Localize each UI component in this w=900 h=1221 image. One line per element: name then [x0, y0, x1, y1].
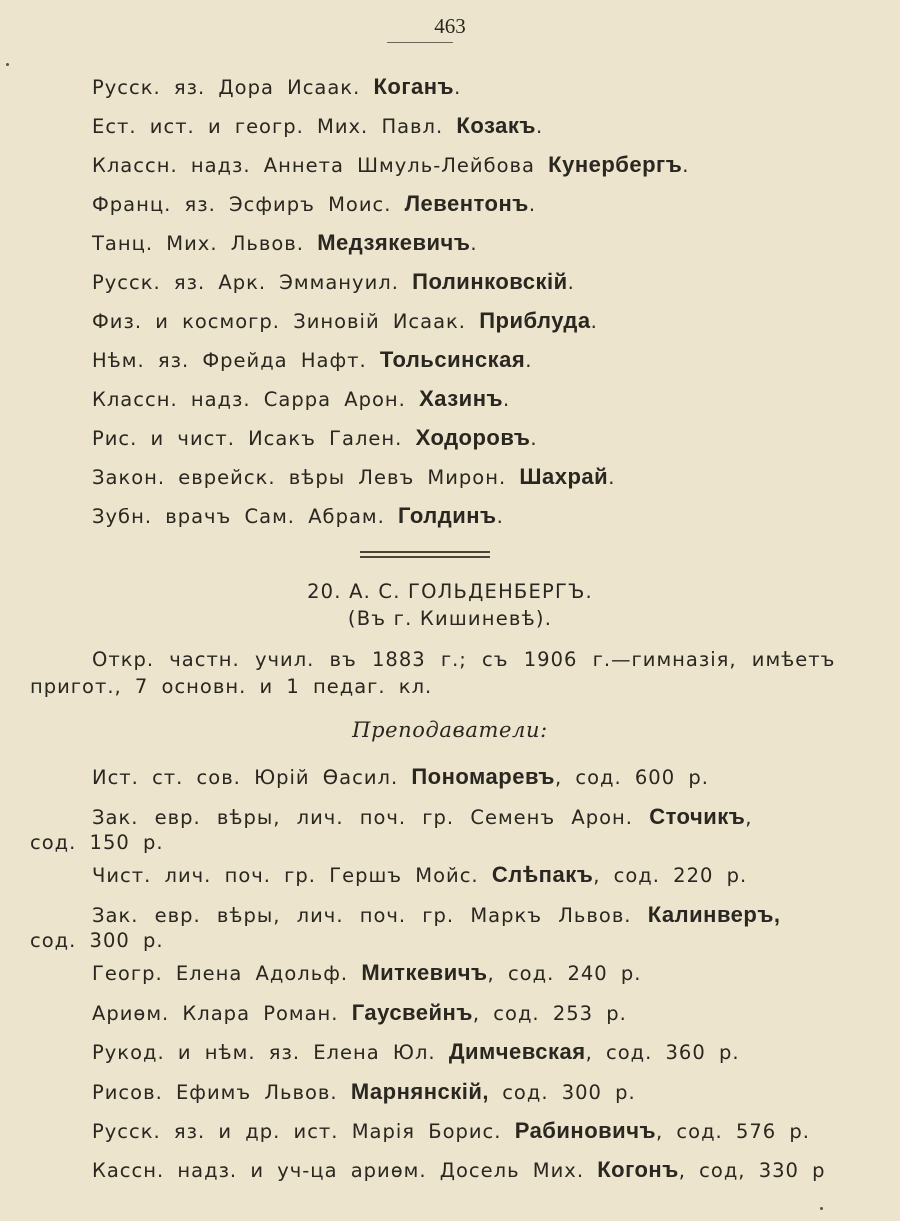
- teacher-surname: Миткевичъ: [361, 960, 488, 985]
- staff-entry: [92, 269, 575, 295]
- staff-surname: Полинковскій: [412, 269, 568, 294]
- staff-prefix: Танц. Мих. Львов.: [92, 232, 304, 255]
- teacher-suffix: , сод. 240 р.: [487, 962, 642, 985]
- teacher-prefix: Чист. лич. поч. гр. Гершъ Мойс.: [92, 864, 479, 887]
- staff-suffix: .: [590, 310, 598, 333]
- teacher-surname: Калинверъ,: [647, 902, 781, 927]
- page-number-rule: [387, 42, 453, 43]
- teacher-prefix: Геогр. Елена Адольф.: [92, 962, 349, 985]
- teacher-surname: Когонъ: [597, 1157, 679, 1182]
- teacher-surname: Сточикъ: [649, 804, 746, 829]
- teacher-entry: [92, 1157, 826, 1183]
- teacher-surname: Рабиновичъ: [514, 1118, 657, 1143]
- staff-entry: [92, 152, 689, 178]
- teacher-entry: [92, 1118, 810, 1144]
- teacher-surname: Слѣпакъ: [491, 862, 594, 887]
- staff-surname: Голдинъ: [398, 503, 497, 528]
- staff-suffix: .: [470, 232, 478, 255]
- staff-surname: Тольсинская: [379, 347, 526, 372]
- staff-surname: Козакъ: [456, 113, 536, 138]
- teacher-entry: [92, 1079, 636, 1105]
- staff-suffix: .: [608, 466, 616, 489]
- staff-surname: Приблуда: [479, 308, 591, 333]
- staff-prefix: Ест. ист. и геогр. Мих. Павл.: [92, 115, 444, 138]
- staff-entry: [92, 386, 510, 412]
- teacher-surname: Пономаревъ: [411, 764, 555, 789]
- staff-suffix: .: [525, 349, 533, 372]
- teacher-entry: [92, 902, 781, 928]
- section-description-line2: пригот., 7 основн. и 1 педаг. кл.: [30, 675, 433, 698]
- teacher-prefix: Кассн. надз. и уч-ца ариѳм. Досель Мих.: [92, 1159, 585, 1182]
- section-description-line1: Откр. частн. учил. въ 1883 г.; съ 1906 г.—гимназія, имѣетъ: [92, 648, 836, 671]
- teacher-prefix: Рукод. и нѣм. яз. Елена Юл.: [92, 1041, 436, 1064]
- teacher-prefix: Зак. евр. вѣры, лич. поч. гр. Семенъ Арон.: [92, 806, 633, 829]
- section-location: (Въ г. Кишиневѣ).: [347, 607, 553, 630]
- staff-surname: Коганъ: [373, 74, 455, 99]
- staff-entry: [92, 191, 536, 217]
- staff-entry: [92, 425, 538, 451]
- section-divider-bottom: [360, 556, 490, 558]
- staff-prefix: Рис. и чист. Исакъ Гален.: [92, 427, 403, 450]
- staff-prefix: Зубн. врачъ Сам. Абрам.: [92, 505, 385, 528]
- teachers-heading: Преподаватели:: [352, 718, 548, 742]
- teacher-surname: Димчевская: [448, 1039, 586, 1064]
- staff-entry: [92, 113, 543, 139]
- teacher-entry: [92, 862, 747, 888]
- staff-prefix: Физ. и космогр. Зиновій Исаак.: [92, 310, 467, 333]
- teacher-suffix: , сод. 253 р.: [472, 1002, 627, 1025]
- teacher-prefix: Рисов. Ефимъ Львов.: [92, 1081, 338, 1104]
- staff-entry: [92, 74, 461, 100]
- staff-surname: Хазинъ: [419, 386, 504, 411]
- staff-suffix: .: [496, 505, 504, 528]
- teacher-suffix: , сод. 576 р.: [656, 1120, 810, 1143]
- teacher-prefix: Русск. яз. и др. ист. Марія Борис.: [92, 1120, 502, 1143]
- staff-suffix: .: [530, 427, 538, 450]
- staff-suffix: .: [535, 115, 544, 138]
- staff-entry: [92, 464, 615, 490]
- teacher-suffix: , сод. 360 р.: [585, 1041, 740, 1064]
- section-title: 20. А. С. ГОЛЬДЕНБЕРГЪ.: [307, 580, 593, 603]
- staff-prefix: Закон. еврейск. вѣры Левъ Мирон.: [92, 466, 507, 489]
- staff-surname: Медзякевичъ: [317, 230, 471, 255]
- teacher-entry: [92, 1039, 740, 1065]
- teacher-suffix: сод. 300 р.: [489, 1081, 636, 1104]
- teacher-surname: Марнянскій,: [350, 1079, 489, 1104]
- staff-prefix: Классн. надз. Аннета Шмуль-Лейбова: [92, 154, 535, 177]
- teacher-suffix: , сод, 330 р: [678, 1159, 826, 1182]
- teacher-prefix: Ист. ст. сов. Юрій Ѳасил.: [92, 766, 399, 789]
- teacher-entry-continuation: сод. 150 р.: [30, 831, 164, 854]
- staff-entry: [92, 503, 504, 529]
- teacher-entry: [92, 1000, 627, 1026]
- staff-prefix: Русск. яз. Арк. Эммануил.: [92, 271, 399, 294]
- staff-entry: [92, 308, 598, 334]
- teacher-prefix: Ариѳм. Клара Роман.: [92, 1002, 339, 1025]
- staff-entry: [92, 347, 532, 373]
- staff-entry: [92, 230, 478, 256]
- staff-suffix: .: [528, 193, 537, 216]
- teacher-entry: [92, 960, 641, 986]
- staff-suffix: .: [454, 76, 462, 99]
- teacher-suffix: , сод. 220 р.: [593, 864, 748, 887]
- staff-suffix: .: [503, 388, 511, 411]
- section-divider-top: [360, 551, 490, 553]
- staff-prefix: Нѣм. яз. Фрейда Нафт.: [92, 349, 367, 372]
- teacher-surname: Гаусвейнъ: [351, 1000, 473, 1025]
- teacher-entry-continuation: сод. 300 р.: [30, 929, 164, 952]
- staff-surname: Ходоровъ: [415, 425, 531, 450]
- staff-prefix: Русск. яз. Дора Исаак.: [92, 76, 361, 99]
- teacher-prefix: Зак. евр. вѣры, лич. поч. гр. Маркъ Львов.: [92, 904, 632, 927]
- staff-suffix: .: [567, 271, 575, 294]
- teacher-entry: [92, 764, 709, 790]
- teacher-suffix: ,: [745, 806, 753, 829]
- teacher-entry: [92, 804, 753, 830]
- staff-surname: Кунербергъ: [548, 152, 683, 177]
- staff-prefix: Франц. яз. Эсфиръ Моис.: [92, 193, 392, 216]
- staff-prefix: Классн. надз. Сарра Арон.: [92, 388, 406, 411]
- print-speck: [6, 63, 9, 66]
- teacher-suffix: , сод. 600 р.: [554, 766, 709, 789]
- page-number: 463: [434, 14, 466, 38]
- staff-suffix: .: [682, 154, 690, 177]
- staff-surname: Шахрай: [519, 464, 609, 489]
- staff-surname: Левентонъ: [404, 191, 529, 216]
- print-speck: [820, 1207, 823, 1210]
